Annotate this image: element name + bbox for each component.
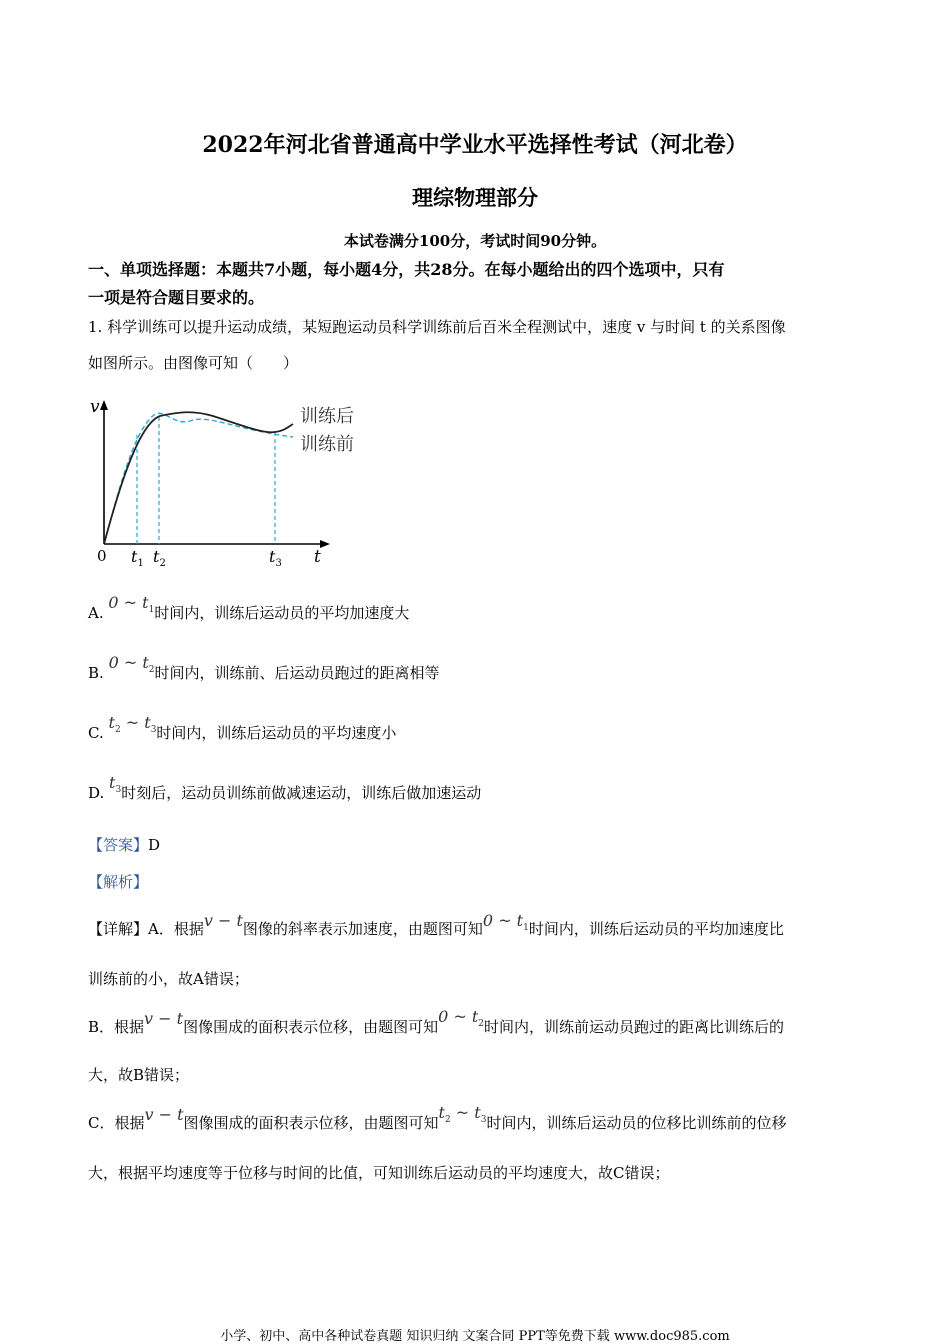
detail-a-line1: 【详解】A．根据v − t图像的斜率表示加速度，由题图可知0 ~ $t_1$时间内，训练后运动员的平均加速度比 <box>88 911 784 938</box>
detail-c-line2: 大，根据平均速度等于位移与时间的比值，可知训练后运动员的平均速度大，故C错误； <box>88 1164 670 1182</box>
page-title: 2022年河北省普通高中学业水平选择性考试（河北卷） <box>202 132 748 158</box>
option-a-math: 0 ~ $t_1$ <box>108 593 155 616</box>
answer-tag: 【答案】 <box>88 836 149 854</box>
tick-t3: $t_3$ <box>269 547 282 569</box>
answer-value: D <box>148 836 161 854</box>
exam-info: 本试卷满分100分，考试时间90分钟。 <box>343 232 607 250</box>
detail-c-line1: C．根据v − t图像围成的面积表示位移，由题图可知$t_2$ ~ $t_3$时间内，训练后运动员的位移比训练前的位移 <box>88 1103 787 1132</box>
option-c-math: $t_2$ ~ $t_3$ <box>108 713 157 736</box>
x-axis-label: t <box>314 547 321 567</box>
detail-tag: 【详解】 <box>88 920 149 938</box>
detail-b-line1: B．根据v − t图像围成的面积表示位移，由题图可知0 ~ $t_2$时间内，训练前运动员跑过的距离比训练后的 <box>88 1007 785 1036</box>
section-heading-line2: 一项是符合题目要求的。 <box>88 288 265 307</box>
legend-before: 训练前 <box>300 434 354 455</box>
before-training-curve <box>104 413 293 544</box>
question-stem-line2: 如图所示。由图像可知（ ） <box>88 354 299 372</box>
after-training-curve <box>104 412 293 544</box>
y-axis-label: v <box>90 397 100 417</box>
option-c: C. $t_2$ ~ $t_3$时间内，训练后运动员的平均速度小 <box>88 713 397 742</box>
option-b-math: 0 ~ $t_2$ <box>108 653 155 676</box>
detail-a-line2: 训练前的小，故A错误； <box>88 970 249 988</box>
y-axis-arrow <box>100 400 108 410</box>
option-b: B. 0 ~ $t_2$时间内，训练前、后运动员跑过的距离相等 <box>88 653 440 682</box>
x-axis-arrow <box>320 540 330 548</box>
detail-b-line2: 大，故B错误； <box>88 1066 190 1084</box>
question-stem-line1: 1. 科学训练可以提升运动成绩，某短跑运动员科学训练前后百米全程测试中，速度 v 与时间 t 的关系图像 <box>88 318 786 336</box>
page-footer: 小学、初中、高中各种试卷真题 知识归纳 文案合同 PPT等免费下载 www.doc985.com <box>220 1329 730 1344</box>
tick-labels <box>131 547 282 569</box>
answer-line <box>88 834 160 855</box>
guide-lines <box>137 417 275 544</box>
origin-label: 0 <box>97 547 107 565</box>
tick-t2: $t_2$ <box>153 547 166 569</box>
section-heading-line1: 一、单项选择题：本题共7小题，每小题4分，共28分。在每小题给出的四个选项中，只有 <box>88 260 725 279</box>
tick-t1: $t_1$ <box>131 547 144 569</box>
option-a: A. 0 ~ $t_1$时间内，训练后运动员的平均加速度大 <box>88 593 410 622</box>
option-d-math: $t_3$ <box>109 773 122 796</box>
page-subtitle: 理综物理部分 <box>412 185 538 210</box>
analysis-tag: 【解析】 <box>88 873 149 891</box>
legend-after: 训练后 <box>300 406 354 427</box>
velocity-time-graph <box>88 392 378 574</box>
option-d: D. $t_3$时刻后，运动员训练前做减速运动，训练后做加速运动 <box>88 773 482 802</box>
